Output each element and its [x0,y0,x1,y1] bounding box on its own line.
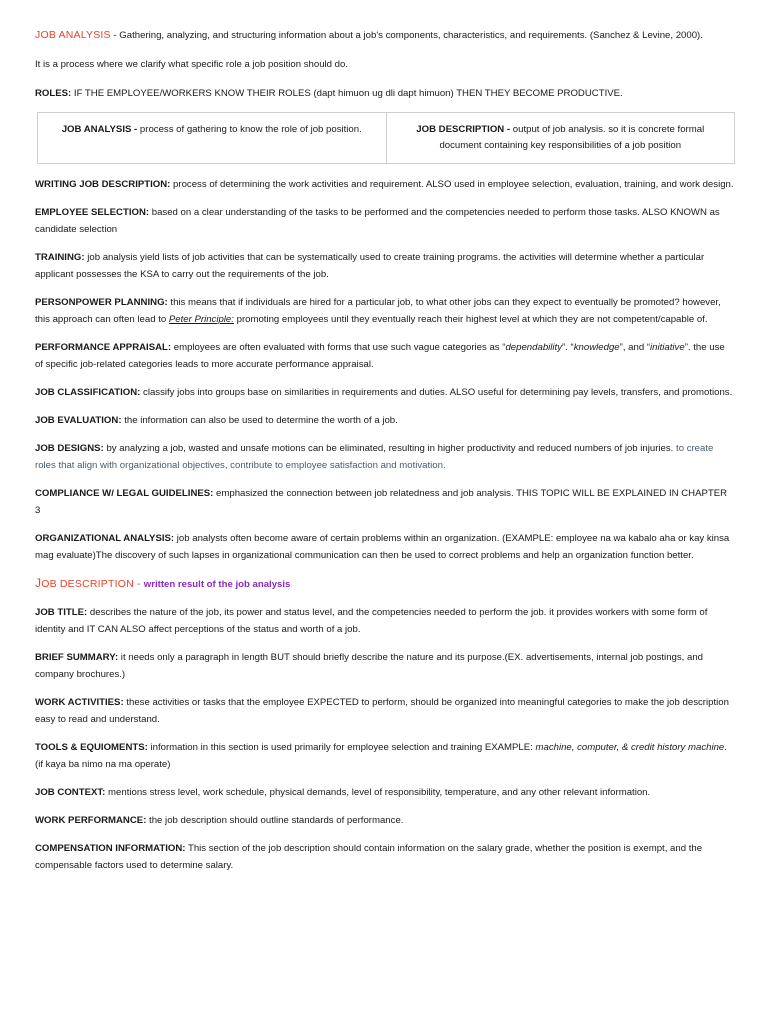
use-item [35,412,735,429]
job-analysis-intro [35,27,735,44]
use-item [35,384,735,401]
cell-text: output of job analysis. so it is concrete formal document containing key responsibilities of a job position [439,124,705,151]
desc-text: . (if kaya ba nimo na ma operate) [35,742,727,770]
cell-label: JOB ANALYSIS - [61,124,138,135]
desc-item [35,784,735,801]
roles-text: IF THE EMPLOYEE/WORKERS KNOW THEIR ROLES (dapt himuon ug dli dapt himuon) THEN THEY BECOME PRODUCTIVE. [71,88,623,99]
tools-item [35,739,735,773]
desc-text: it needs only a paragraph in length BUT should briefly describe the nature and its purpose.(EX. advertisements, internal job postings, and company brochures.) [35,652,703,680]
roles-statement [35,85,735,102]
desc-label: WORK ACTIVITIES: [35,697,124,708]
desc-text: describes the nature of the job, its power and status level, and the competencies needed to perform the job. it provides workers with some form of identity and IT CAN ALSO affect perceptions of the status and worth of a job. [35,607,708,635]
category-term: initiative [650,342,685,353]
desc-text: the job description should outline standards of performance. [146,815,404,826]
desc-item [35,604,735,638]
desc-item [35,694,735,728]
designs-item [35,440,735,474]
desc-text: these activities or tasks that the employee EXPECTED to perform, should be organized into meaningful categories to make the job description easy to read and understand. [35,697,729,725]
use-text: this means that if individuals are hired for a particular job, to what other jobs can they expect to eventually be promoted? however, this approach can often lead to [35,297,721,325]
use-text: emphasized the connection between job relatedness and job analysis. THIS TOPIC WILL BE EXPLAINED IN CHAPTER 3 [35,488,728,516]
job-description-heading [35,575,735,593]
use-text: job analysis yield lists of job activities that can be systematically used to create training programs. the activities will determine whether a particular applicant possesses the KSA to carry out the requirements of the job. [35,252,705,280]
process-statement: It is a process where we clarify what specific role a job position should do. [35,59,349,70]
use-text: based on a clear understanding of the tasks to be performed and the competencies needed to perform those tasks. ALSO KNOWN as candidate selection [35,207,720,235]
use-item [35,204,735,238]
use-item [35,530,735,564]
definition-cell-job-description [386,113,735,163]
use-item [35,249,735,283]
use-label: JOB EVALUATION: [35,415,122,426]
job-analysis-heading: JOB ANALYSIS [35,29,111,41]
desc-label: JOB CONTEXT: [35,787,106,798]
desc-text: This section of the job description should contain information on the salary grade, whether the position is exempt, and the compensable factors used to determine salary. [35,843,703,871]
use-item [35,485,735,519]
definition-table [37,112,735,164]
category-term: knowledge [573,342,620,353]
use-label: PERFORMANCE APPRAISAL: [35,342,172,353]
use-text: the information can also be used to determine the worth of a job. [121,415,398,426]
desc-label: BRIEF SUMMARY: [35,652,119,663]
use-label: JOB CLASSIFICATION: [35,387,141,398]
use-label: COMPLIANCE W/ LEGAL GUIDELINES: [35,488,214,499]
use-label: EMPLOYEE SELECTION: [35,207,150,218]
roles-label: ROLES: [35,88,72,99]
desc-label: WORK PERFORMANCE: [35,815,147,826]
desc-label: JOB TITLE: [35,607,88,618]
use-text: classify jobs into groups base on similarities in requirements and duties. ALSO useful for determining pay levels, transfers, and promotions. [140,387,733,398]
document-page [35,27,735,885]
use-text: by analyzing a job, wasted and unsafe motions can be eliminated, resulting in higher productivity and reduced numbers of job injuries. [103,443,674,454]
use-label: ORGANIZATIONAL ANALYSIS: [35,533,175,544]
desc-label: TOOLS & EQUIOMENTS: [35,742,148,753]
use-text: process of determining the work activities and requirement. ALSO used in employee selection, evaluation, training, and work design. [170,179,734,190]
heading-rest: OB DESCRIPTION - [41,578,144,590]
cell-label: JOB DESCRIPTION - [416,124,511,135]
desc-text: information in this section is used primarily for employee selection and training EXAMPLE: [147,742,536,753]
peter-principle-reference: Peter Principle: [168,314,234,325]
desc-item [35,812,735,829]
designs-note: to create roles that align with organizational objectives, contribute to employee satisfaction and motivation. [35,443,714,471]
desc-item [35,649,735,683]
use-label: PERSONPOWER PLANNING: [35,297,168,308]
use-label: TRAINING: [35,252,85,263]
category-term: dependability [505,342,563,353]
use-label: WRITING JOB DESCRIPTION: [35,179,171,190]
use-text: promoting employees until they eventually reach their highest level at which they are not competent/capable of. [233,314,708,325]
use-text: employees are often evaluated with forms that use such vague categories as “ [171,342,506,353]
desc-label: COMPENSATION INFORMATION: [35,843,186,854]
use-text: ”, and “ [619,342,651,353]
example-terms: machine, computer, & credit history machine [535,742,725,753]
personpower-item [35,294,735,328]
use-text: job analysts often become aware of certain problems within an organization. (EXAMPLE: employee na wa kabalo aha or kay kinsa mag evaluate)The discovery of such lapses in organizational communication can then be used to correct problems and help an organization function better. [35,533,730,561]
use-item [35,176,735,193]
desc-item [35,840,735,874]
use-text: ”. the use of specific job-related categories leads to more accurate performance appraisal. [35,342,725,370]
use-text: ”. “ [562,342,574,353]
job-analysis-definition: - Gathering, analyzing, and structuring information about a job's components, characteristics, and requirements. (Sanchez & Levine, 2000). [110,30,703,41]
heading-initial: J [35,576,42,590]
appraisal-item [35,339,735,373]
heading-subtitle: written result of the job analysis [143,579,291,590]
cell-text: process of gathering to know the role of job position. [137,124,362,135]
use-label: JOB DESIGNS: [35,443,104,454]
definition-cell-job-analysis [38,113,386,163]
desc-text: mentions stress level, work schedule, physical demands, level of responsibility, temperature, and any other relevant information. [105,787,651,798]
